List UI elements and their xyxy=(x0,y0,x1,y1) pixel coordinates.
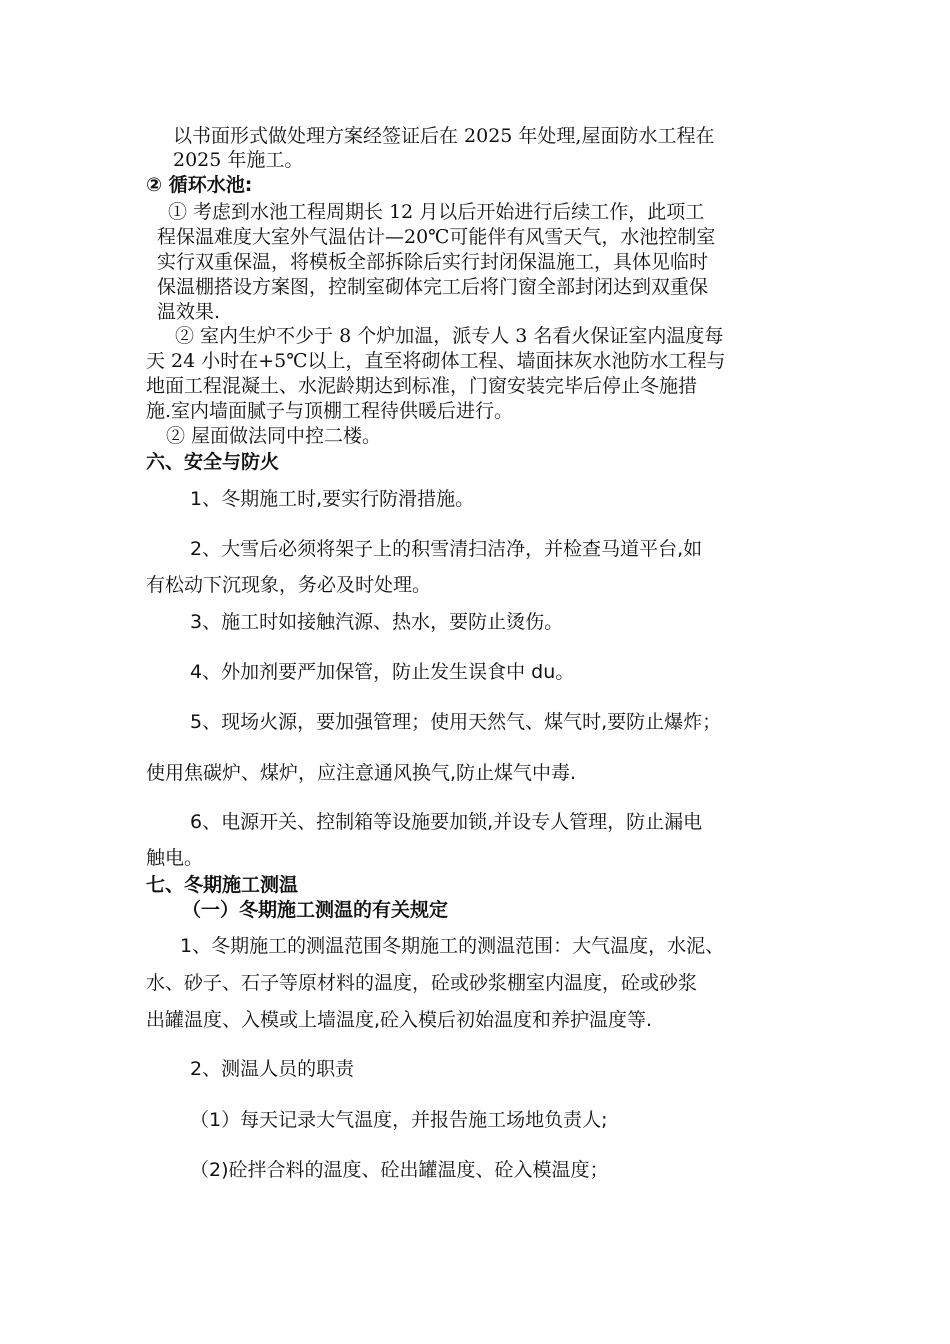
list-item: 触电。 xyxy=(146,847,204,869)
list-item: 3、施工时如接触汽源、热水，要防止烫伤。 xyxy=(190,611,564,633)
list-item: 水、砂子、石子等原材料的温度，砼或砂浆棚室内温度，砼或砂浆 xyxy=(146,972,698,994)
list-item: （2)砼拌合料的温度、砼出罐温度、砼入模温度； xyxy=(190,1159,609,1181)
section-heading-temperature: 七、冬期施工测温 xyxy=(146,874,299,896)
list-item: 有松动下沉现象，务必及时处理。 xyxy=(146,574,432,596)
text-line: 地面工程混凝土、水泥龄期达到标准，门窗安装完毕后停止冬施措 xyxy=(146,375,698,397)
subheading-regulations: （一）冬期施工测温的有关规定 xyxy=(182,899,449,921)
list-item: （1）每天记录大气温度，并报告施工场地负责人; xyxy=(190,1109,608,1131)
text-line: 程保温难度大室外气温估计—20℃可能伴有风雪天气，水池控制室 xyxy=(157,226,716,248)
list-item: 6、电源开关、控制箱等设施要加锁,并设专人管理，防止漏电 xyxy=(190,811,703,833)
text-line: ① 考虑到水池工程周期长 12 月以后开始进行后续工作，此项工 xyxy=(168,201,705,223)
list-item: 5、现场火源，要加强管理；使用天然气、煤气时,要防止爆炸； xyxy=(190,711,722,733)
text-line: 温效果. xyxy=(157,301,221,323)
text-line: 保温棚搭设方案图，控制室砌体完工后将门窗全部封闭达到双重保 xyxy=(157,276,709,298)
section-heading-safety: 六、安全与防火 xyxy=(146,451,280,473)
text-line: 天 24 小时在+5℃以上，直至将砌体工程、墙面抹灰水池防水工程与 xyxy=(146,350,726,372)
text-line: ② 室内生炉不少于 8 个炉加温，派专人 3 名看火保证室内温度每 xyxy=(175,325,724,347)
text-line: 实行双重保温，将模板全部拆除后实行封闭保温施工，具体见临时 xyxy=(157,251,709,273)
list-item: 1、冬期施工时,要实行防滑措施。 xyxy=(190,488,475,510)
list-item: 2、大雪后必须将架子上的积雪清扫洁净，并检查马道平台,如 xyxy=(190,538,703,560)
list-item: 2、测温人员的职责 xyxy=(190,1058,355,1080)
list-item: 使用焦碳炉、煤炉，应注意通风换气,防止煤气中毒. xyxy=(146,762,577,784)
list-item: 4、外加剂要严加保管，防止发生误食中 du。 xyxy=(190,661,575,683)
list-item: 出罐温度、入模或上墙温度,砼入模后初始温度和养护温度等. xyxy=(146,1009,653,1031)
subheading-circulating-pool: ② 循环水池: xyxy=(146,174,253,196)
text-line: 施.室内墙面腻子与顶棚工程待供暖后进行。 xyxy=(146,400,514,422)
text-line: 2025 年施工。 xyxy=(173,149,304,171)
list-item: 1、冬期施工的测温范围冬期施工的测温范围：大气温度，水泥、 xyxy=(180,935,725,957)
text-line: 以书面形式做处理方案经签证后在 2025 年处理,屋面防水工程在 xyxy=(173,125,715,147)
text-line: ② 屋面做法同中控二楼。 xyxy=(166,425,382,447)
